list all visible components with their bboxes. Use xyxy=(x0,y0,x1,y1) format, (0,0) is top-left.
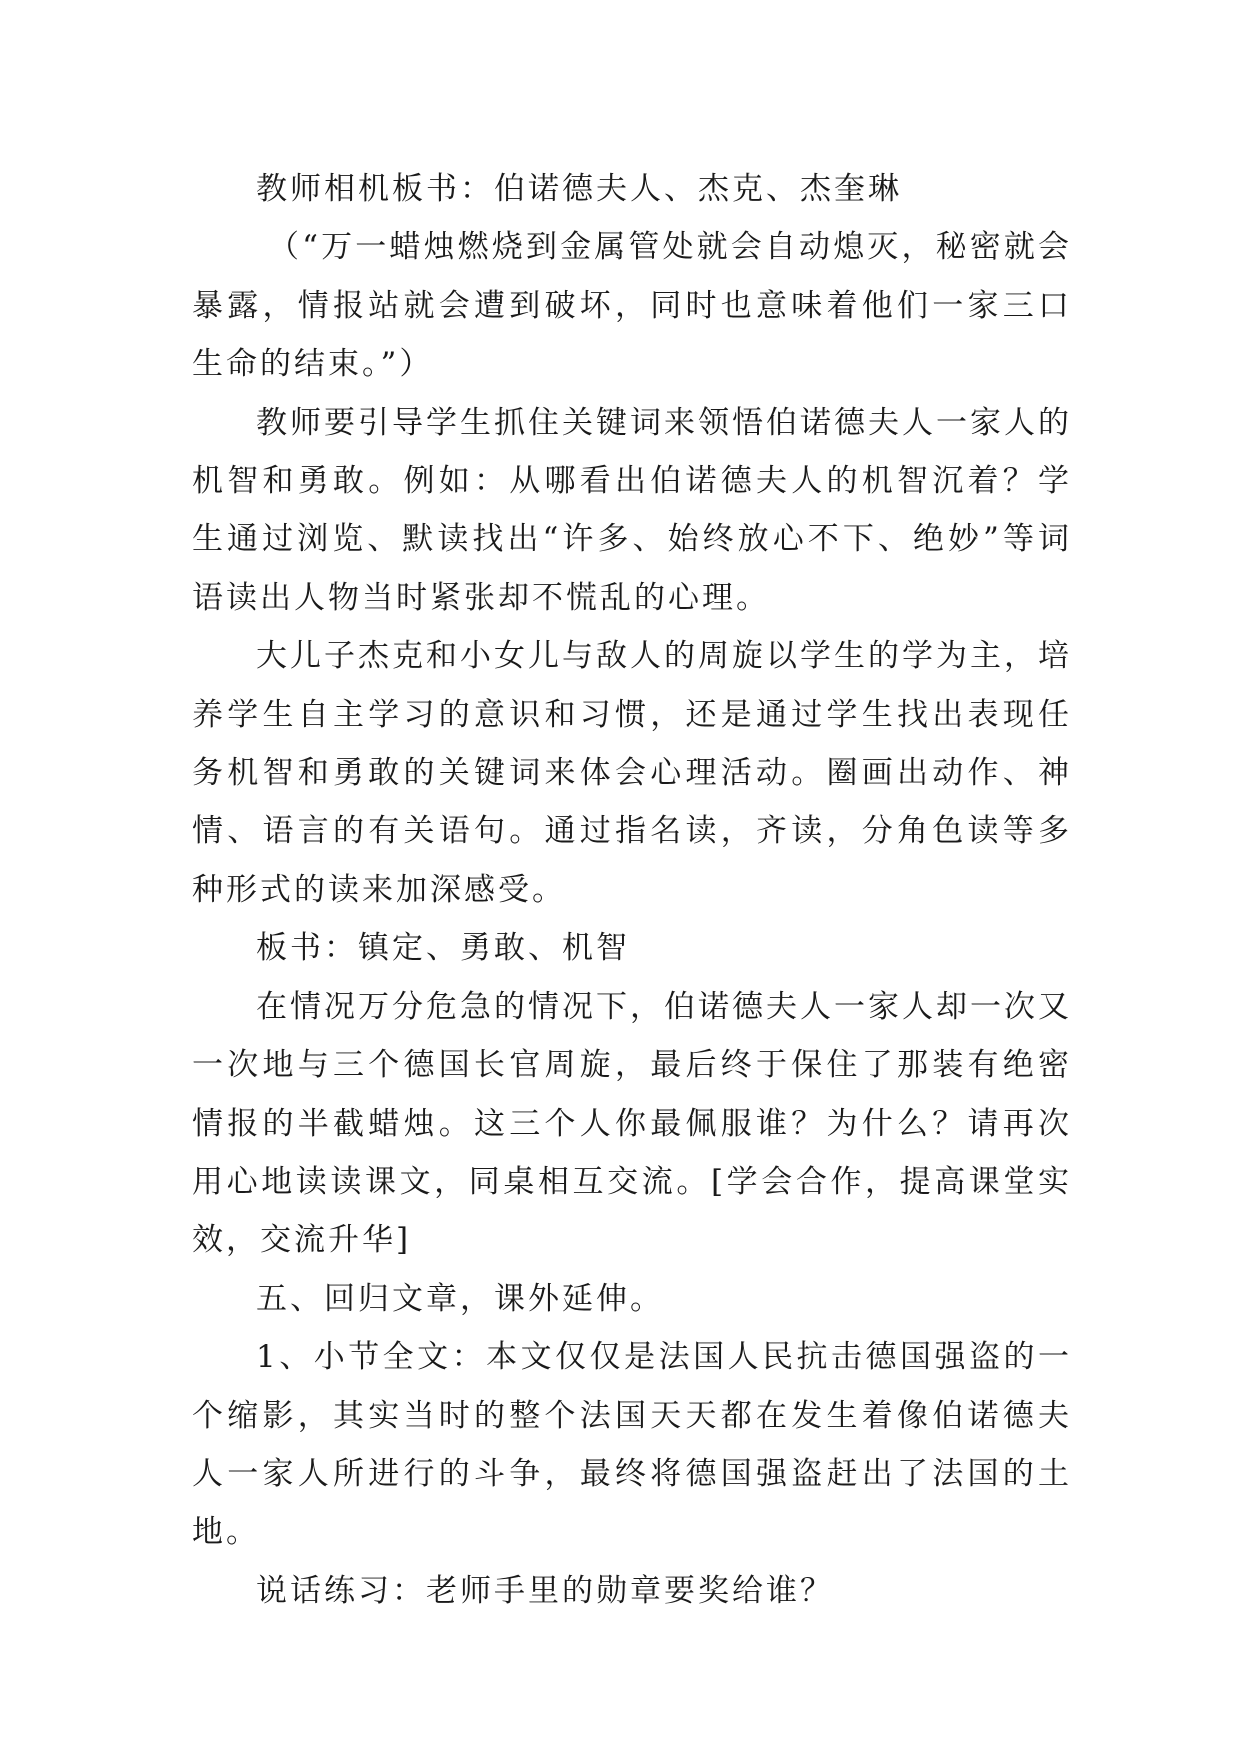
section-heading-five: 五、回归文章，课外延伸。 xyxy=(256,1280,664,1317)
paragraph-teacher-guidance: 教师要引导学生抓住关键词来领悟伯诺德夫人一家人的机智和勇敢。例如：从哪看出伯诺德夫人的机智沉着？学生通过浏览、默读找出“许多、始终放心不下、绝妙”等词语读出人物当时紧张却不慌乱的心理。 xyxy=(192,404,1072,616)
paragraph-summary: 1、小节全文：本文仅仅是法国人民抗击德国强盗的一个缩影，其实当时的整个法国天天都在发生着像伯诺德夫人一家人所进行的斗争，最终将德国强盗赶出了法国的土地。 xyxy=(192,1339,1072,1551)
paragraph-candle-quote: （“万一蜡烛燃烧到金属管处就会自动熄灭，秘密就会暴露，情报站就会遭到破坏，同时也意味着他们一家三口生命的结束。”） xyxy=(192,229,1072,383)
paragraph-blackboard-traits: 板书：镇定、勇敢、机智 xyxy=(256,930,630,967)
paragraph-blackboard-names: 教师相机板书：伯诺德夫人、杰克、杰奎琳 xyxy=(256,171,902,207)
paragraph-discussion: 在情况万分危急的情况下，伯诺德夫人一家人却一次又一次地与三个德国长官周旋，最后终于保住了那装有绝密情报的半截蜡烛。这三个人你最佩服谁？为什么？请再次用心地读读课文，同桌相互交流。[学会合作，提高课堂实效，交流升华] xyxy=(192,988,1072,1259)
paragraph-children-wits: 大儿子杰克和小女儿与敌人的周旋以学生的学为主，培养学生自主学习的意识和习惯，还是通过学生找出表现任务机智和勇敢的关键词来体会心理活动。圈画出动作、神情、语言的有关语句。通过指名读，齐读，分角色读等多种形式的读来加深感受。 xyxy=(192,638,1072,908)
paragraph-speaking-practice: 说话练习：老师手里的勋章要奖给谁？ xyxy=(256,1572,834,1609)
document-body xyxy=(192,160,1072,1620)
